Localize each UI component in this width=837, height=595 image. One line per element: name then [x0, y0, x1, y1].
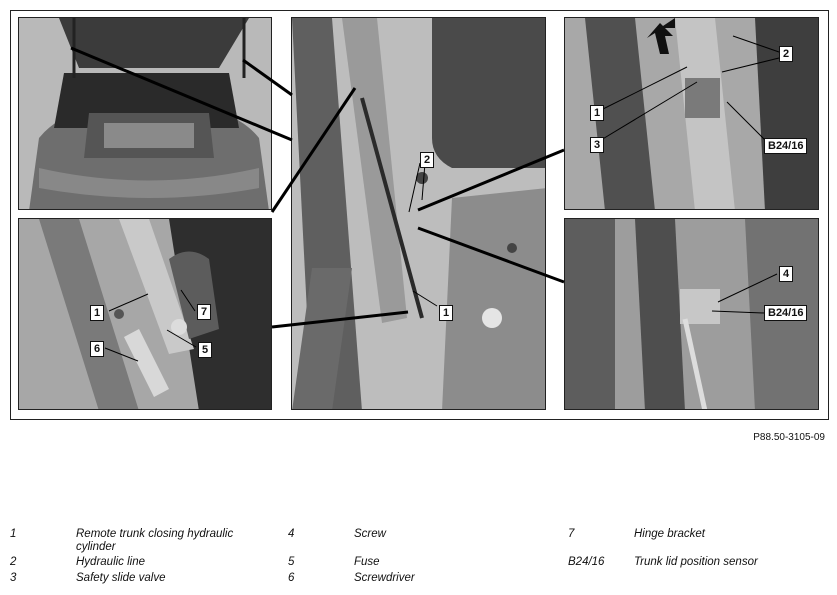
callout-br-4: 4 [779, 266, 793, 282]
legend-desc: Safety slide valve [76, 572, 166, 584]
legend-desc: Hydraulic line [76, 556, 146, 568]
legend-num: 5 [288, 556, 295, 568]
callout-bl-6: 6 [90, 341, 104, 357]
legend-num: 2 [10, 556, 17, 568]
figure-id: P88.50-3105-09 [753, 432, 825, 443]
callout-tr-sensor: B24/16 [764, 138, 807, 154]
photo-car-trunk-open [18, 17, 272, 210]
legend-num: B24/16 [568, 556, 605, 568]
legend-num: 6 [288, 572, 295, 584]
callout-br-sensor: B24/16 [764, 305, 807, 321]
legend-desc: Screwdriver [354, 572, 415, 584]
callout-main-2: 2 [420, 152, 434, 168]
legend-desc: Fuse [354, 556, 380, 568]
legend-num: 7 [568, 528, 575, 540]
callout-bl-1: 1 [90, 305, 104, 321]
photo-main-hinge-area [291, 17, 546, 410]
legend-desc: Remote trunk closing hydraulic cylinder [76, 528, 234, 553]
callout-bl-7: 7 [197, 304, 211, 320]
callout-tr-1: 1 [590, 105, 604, 121]
callout-tr-2: 2 [779, 46, 793, 62]
legend-num: 3 [10, 572, 17, 584]
legend-num: 1 [10, 528, 17, 540]
callout-tr-3: 3 [590, 137, 604, 153]
legend-desc: Hinge bracket [634, 528, 705, 540]
legend-num: 4 [288, 528, 295, 540]
legend-desc: Trunk lid position sensor [634, 556, 758, 568]
photo-hinge-closeup [18, 218, 272, 410]
callout-main-1: 1 [439, 305, 453, 321]
callout-bl-5: 5 [198, 342, 212, 358]
legend-desc: Screw [354, 528, 386, 540]
